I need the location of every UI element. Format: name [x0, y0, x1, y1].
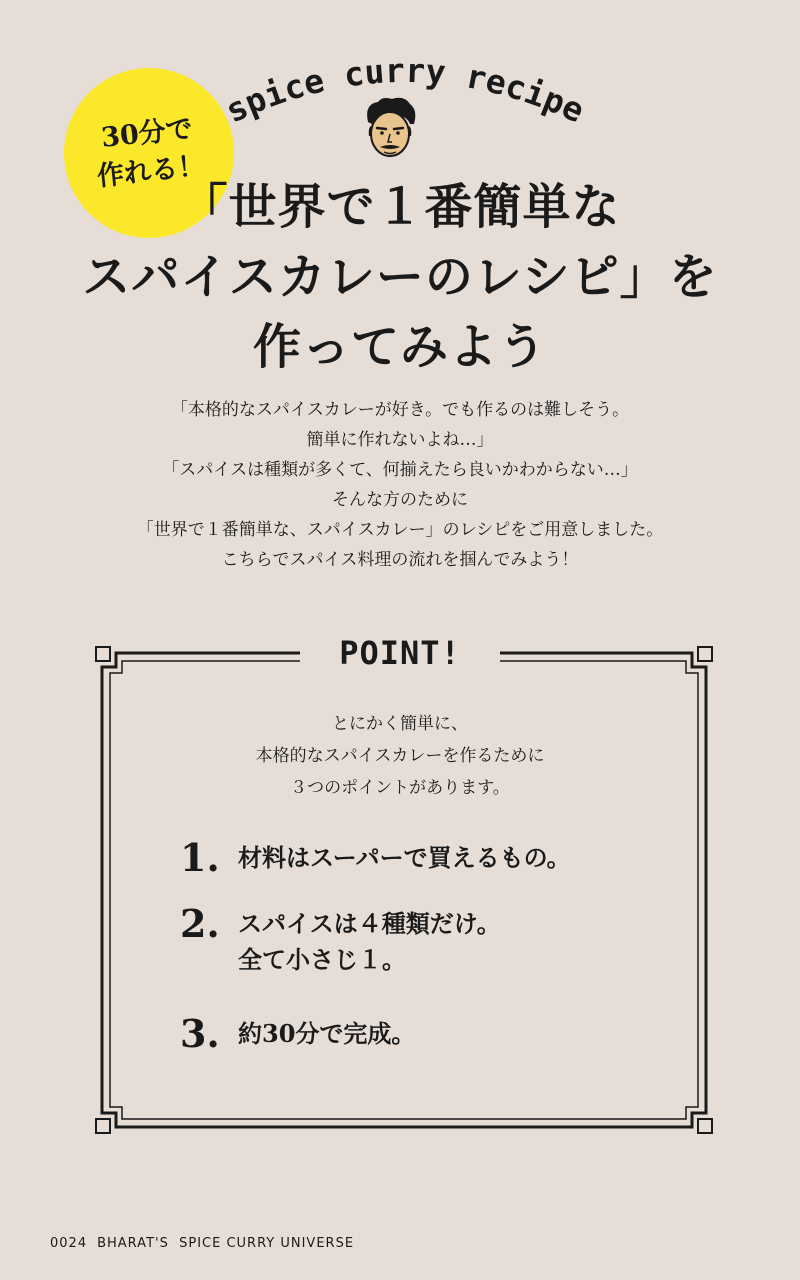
intro-line: 「スパイスは種類が多くて、何揃えたら良いかわからない…」	[162, 460, 638, 480]
arc-title-text: spice curry recipe	[220, 50, 590, 130]
point-item	[180, 1008, 700, 1060]
point-sub-line: 本格的なスパイスカレーを作るために	[255, 746, 545, 766]
point-title: POINT!	[300, 634, 500, 672]
point-text	[238, 898, 501, 978]
point-list	[180, 832, 700, 1060]
point-text	[238, 1008, 415, 1052]
point-number: 1.	[180, 835, 220, 880]
intro-line: 「世界で１番簡単な、スパイスカレー」のレシピをご用意しました。	[136, 520, 664, 540]
point-item	[180, 832, 700, 884]
headline	[0, 172, 800, 382]
headline-line-2: スパイスカレーのレシピ」を	[82, 249, 718, 305]
badge-line-1: 30分で	[99, 113, 195, 154]
page-number: 0024	[50, 1236, 88, 1251]
headline-line-1: 「世界で１番簡単な	[179, 179, 621, 235]
headline-line-3: 作ってみよう	[252, 319, 547, 375]
intro-line: 「本格的なスパイスカレーが好き。でも作るのは難しそう。	[170, 400, 630, 420]
intro-line: そんな方のために	[332, 490, 468, 510]
book-title: BHARAT'S SPICE CURRY UNIVERSE	[97, 1236, 355, 1251]
point-item	[180, 898, 700, 978]
point-text-line: 約30分で完成。	[238, 1019, 416, 1048]
point-text-line: スパイスは４種類だけ。	[238, 909, 501, 938]
point-number: 2.	[180, 901, 220, 946]
page-footer	[50, 1236, 364, 1251]
point-text-line: 材料はスーパーで買えるもの。	[238, 843, 571, 872]
badge-line-2: 作れる！	[95, 150, 207, 193]
intro-line: 簡単に作れないよね…」	[306, 430, 494, 450]
point-subtitle	[0, 708, 800, 804]
intro-line: こちらでスパイス料理の流れを掴んでみよう！	[221, 550, 579, 570]
point-text	[238, 832, 571, 876]
point-text-line: 全て小さじ１。	[238, 945, 406, 974]
point-number: 3.	[180, 1011, 220, 1056]
point-sub-line: ３つのポイントがあります。	[290, 778, 510, 798]
intro-text	[0, 395, 800, 575]
point-sub-line: とにかく簡単に、	[332, 714, 468, 734]
chef-face-icon	[362, 96, 418, 162]
